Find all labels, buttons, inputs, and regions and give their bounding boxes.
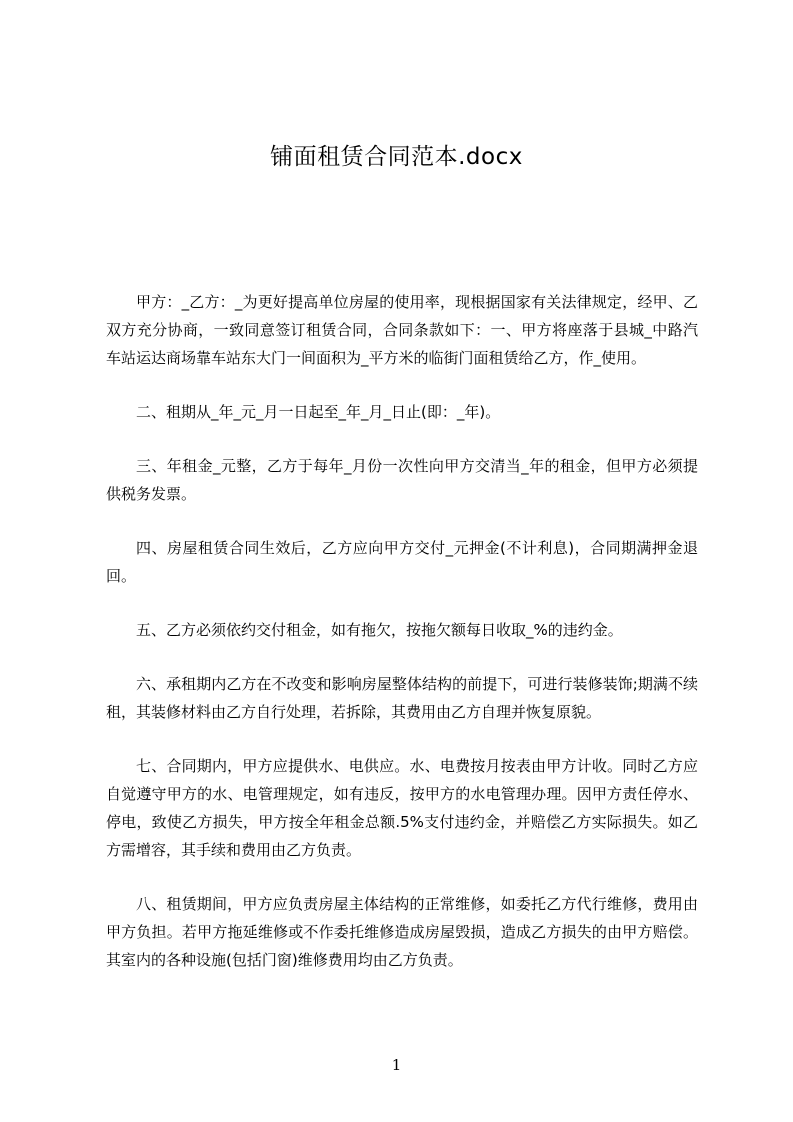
paragraph-clause-4: 四、房屋租赁合同生效后，乙方应向甲方交付_元押金(不计利息)，合同期满押金退回。 [106,539,698,585]
paragraph-clause-3: 三、年租金_元整，乙方于每年_月份一次性向甲方交清当_年的租金，但甲方必须提供税务发票。 [106,457,698,503]
document-body [106,288,698,1000]
paragraph-clause-6: 六、承租期内乙方在不改变和影响房屋整体结构的前提下，可进行装修装饰;期满不续租，其装修材料由乙方自行处理，若拆除，其费用由乙方自理并恢复原貌。 [106,675,698,721]
paragraph-clause-8: 八、租赁期间，甲方应负责房屋主体结构的正常维修，如委托乙方代行维修，费用由甲方负担。若甲方拖延维修或不作委托维修造成房屋毁损，造成乙方损失的由甲方赔偿。其室内的各种设施(包括门窗)维修费用均由乙方负责。 [106,895,698,969]
paragraph-preamble-clause-1: 甲方：_乙方：_为更好提高单位房屋的使用率，现根据国家有关法律规定，经甲、乙双方充分协商，一致同意签订租赁合同，合同条款如下：一、甲方将座落于县城_中路汽车站运达商场靠车站东大门一间面积为_平方米的临街门面租赁给乙方，作_使用。 [106,293,698,367]
paragraph-clause-2: 二、租期从_年_元_月一日起至_年_月_日止(即：_年)。 [136,403,501,421]
paragraph-clause-7: 七、合同期内，甲方应提供水、电供应。水、电费按月按表由甲方计收。同时乙方应自觉遵守甲方的水、电管理规定，如有违反，按甲方的水电管理办理。因甲方责任停水、停电，致使乙方损失，甲方按全年租金总额.5%支付违约金，并赔偿乙方实际损失。如乙方需增容，其手续和费用由乙方负责。 [106,757,698,859]
document-title: 铺面租赁合同范本.docx [270,144,523,170]
paragraph-clause-5: 五、乙方必须依约交付租金，如有拖欠，按拖欠额每日收取_%的违约金。 [136,621,623,639]
page-number: 1 [391,1056,402,1074]
